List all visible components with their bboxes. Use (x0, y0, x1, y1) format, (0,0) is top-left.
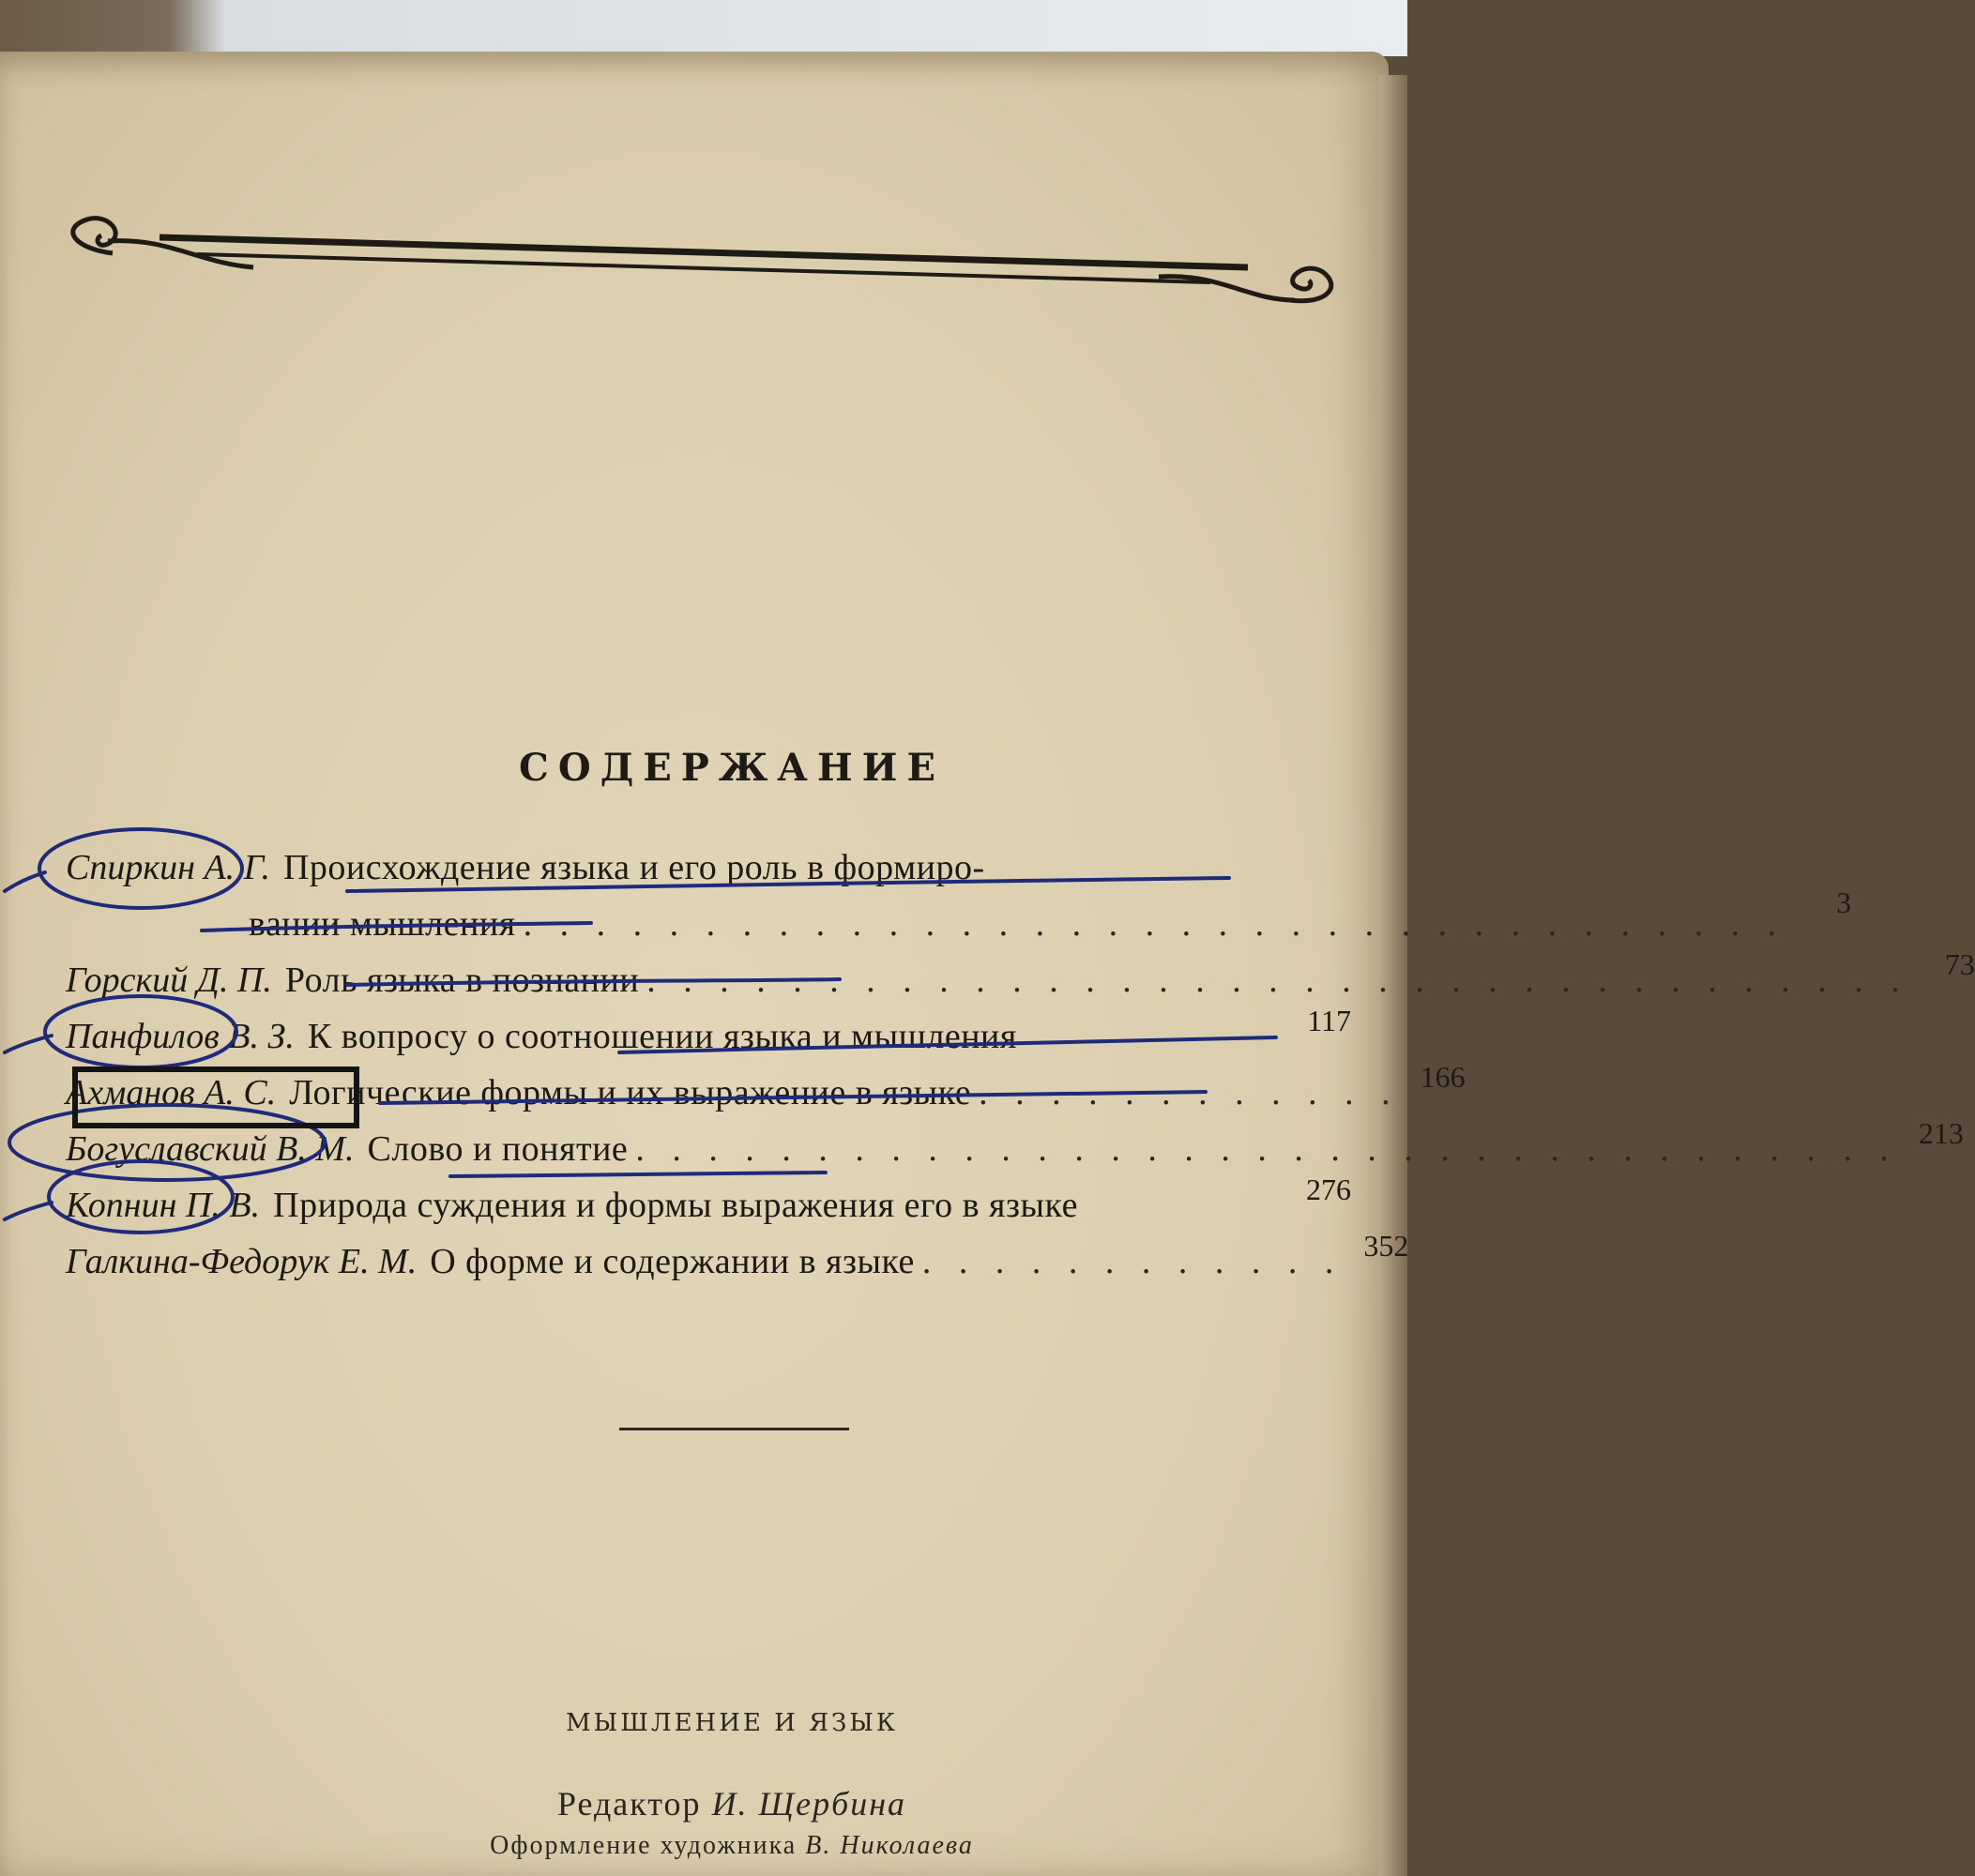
editor-credit (0, 1784, 1464, 1823)
toc-title: Происхождение языка и его роль в формиро- (282, 848, 985, 887)
toc-author: Горский Д. П. (66, 961, 272, 1000)
design-credit (0, 1831, 1464, 1861)
toc-author: Ахманов А. С. (66, 1073, 277, 1112)
toc-page-number: 276 (1306, 1172, 1351, 1206)
toc-page-number: 117 (1307, 1004, 1351, 1037)
toc-author: Богуславский В. М. (66, 1129, 355, 1169)
toc-entry[interactable] (66, 1229, 1409, 1290)
toc-author: Панфилов В. З. (66, 1017, 295, 1056)
toc-author: Галкина-Федорук Е. М. (66, 1242, 418, 1281)
background-strip (0, 0, 1407, 56)
design-label: Оформление художника (490, 1831, 798, 1860)
toc-entry-continuation[interactable] (66, 885, 1852, 952)
toc-page-number: 73 (1944, 947, 1975, 981)
toc-page-number: 3 (1836, 885, 1852, 919)
table-of-contents (66, 840, 1975, 1290)
design-name: В. Николаева (805, 1831, 974, 1860)
editor-label: Редактор (556, 1785, 702, 1823)
toc-title: Природа суждения и формы выражения его в языке (273, 1186, 1078, 1225)
toc-entry[interactable] (66, 1060, 1466, 1121)
leader-dots: . . . . . . . . . . . . . . . . . . . . . . . . . . . . . . . . . . . (635, 1129, 1898, 1169)
toc-page-number: 166 (1420, 1060, 1466, 1094)
toc-title: К вопросу о соотношении языка и мышления (307, 1017, 1017, 1056)
toc-entry[interactable] (66, 1116, 1964, 1177)
toc-title: Логические формы и их выражение в языке (289, 1073, 972, 1112)
toc-page-number: 213 (1918, 1116, 1964, 1150)
toc-page-number: 352 (1363, 1229, 1409, 1263)
toc-entry[interactable] (66, 1004, 1351, 1065)
decorative-rule-ornament (56, 211, 1351, 324)
leader-dots: . . . . . . . . . . . . (921, 1242, 1344, 1281)
toc-entry[interactable] (66, 840, 1351, 896)
section-divider (619, 1428, 849, 1430)
toc-author: Копнин П. В. (66, 1186, 261, 1225)
toc-title-continuation: вании мышления (249, 904, 516, 944)
toc-title: Роль языка в познании (284, 961, 640, 1000)
leader-dots: . . . . . . . . . . . . . . . . . . . . . . . . . . . . . . . . . . . (646, 961, 1909, 1000)
toc-title: О форме и содержании в языке (430, 1242, 915, 1281)
leader-dots: . . . . . . . . . . . . (979, 1073, 1400, 1112)
book-title: МЫШЛЕНИЕ И ЯЗЫК (566, 1709, 898, 1737)
toc-entry[interactable] (66, 1172, 1351, 1233)
leader-dots: . . . . . . . . . . . . . . . . . . . . . . . . . . . . . . . . . . . (523, 904, 1786, 944)
toc-entry[interactable] (66, 947, 1975, 1008)
toc-title: Слово и понятие (367, 1129, 629, 1169)
editor-name: И. Щербина (711, 1785, 907, 1823)
toc-author: Спиркин А. Г. (66, 848, 270, 887)
contents-heading: СОДЕРЖАНИЕ (519, 746, 945, 790)
